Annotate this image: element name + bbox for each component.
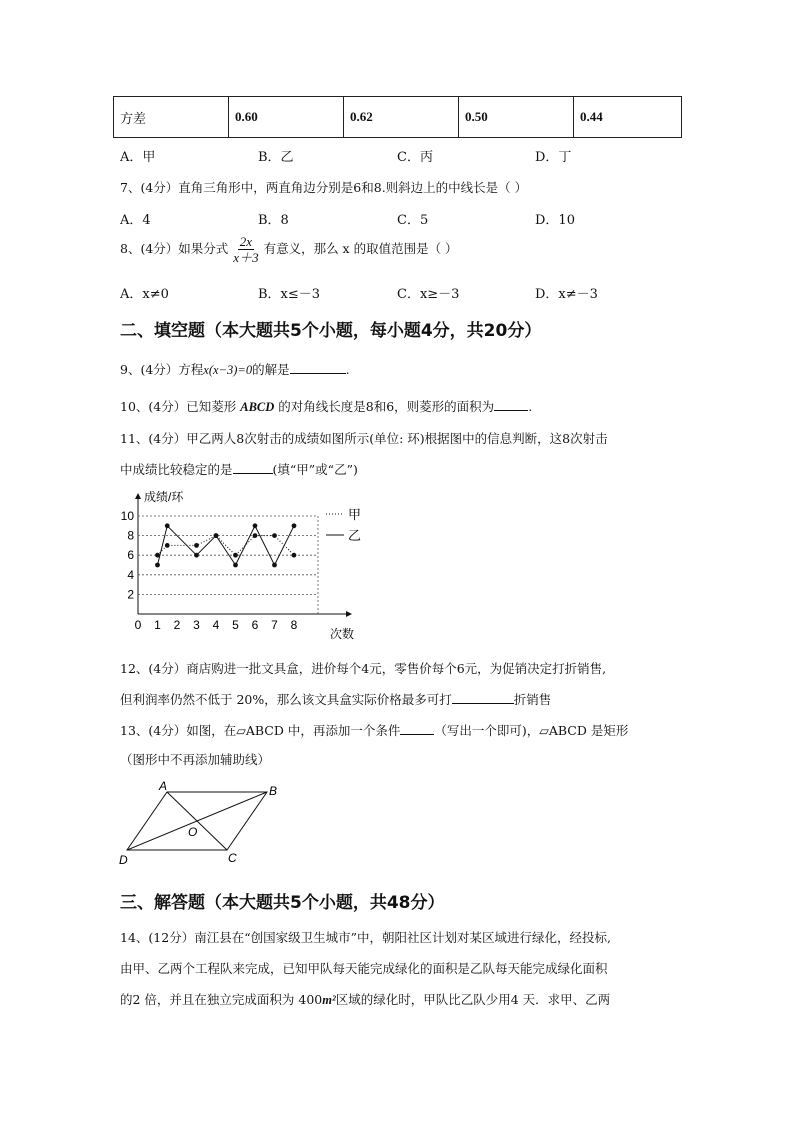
data-point	[292, 523, 297, 528]
q10-end: .	[528, 399, 533, 414]
q7-option-a: A．4	[120, 213, 151, 228]
q8-numerator: 2x	[239, 234, 253, 249]
question-13-line2: （图形中不再添加辅助线）	[120, 752, 271, 767]
question-14-line3	[120, 990, 610, 1008]
q8-option-b: B．x≤－3	[258, 287, 321, 302]
y-tick-label: 6	[127, 548, 134, 563]
question-7: 7、(4分）直角三角形中，两直角边分别是6和8.则斜边上的中线长是（ ）	[120, 180, 528, 195]
q7-option-b: B．8	[258, 213, 289, 228]
question-8	[120, 234, 458, 265]
q10-suffix: 的对角线长度是8和6，则菱形的面积为	[278, 399, 495, 414]
data-point	[194, 553, 199, 558]
vertex-label-c: C	[228, 851, 237, 865]
data-point	[272, 533, 277, 538]
legend-label-1: 甲	[348, 507, 362, 522]
y-tick-label: 2	[127, 587, 134, 602]
data-point	[214, 533, 219, 538]
data-point	[233, 563, 238, 568]
q10-prefix: 10、(4分）已知菱形	[120, 399, 237, 414]
section-2-heading: 二、填空题（本大题共5个小题，每小题4分，共20分）	[120, 321, 542, 341]
q8-denominator: x＋3	[233, 250, 259, 265]
y-tick-label: 4	[127, 567, 134, 582]
q14-line3-b: 区域的绿化时，甲队比乙队少用4 天．求甲、乙两	[335, 992, 611, 1007]
data-point	[253, 523, 258, 528]
x-tick-label: 7	[271, 618, 278, 632]
data-point	[155, 563, 160, 568]
q7-option-d: D．10	[535, 213, 575, 228]
q8-suffix: 有意义，那么 x 的取值范围是（ ）	[263, 241, 458, 256]
q12-line2-text: 但利润率仍然不低于 20%，那么该文具盒实际价格最多可打	[120, 692, 452, 707]
section-3-heading: 三、解答题（本大题共5个小题，共48分）	[120, 893, 445, 913]
q9-suffix: 的解是	[252, 362, 290, 377]
table-cell: 0.60	[229, 97, 344, 138]
y-axis-arrow	[135, 493, 141, 499]
question-11-line1: 11、(4分）甲乙两人8次射击的成绩如图所示(单位: 环)根据图中的信息判断，这8次射击	[120, 431, 608, 446]
y-tick-label: 10	[120, 509, 134, 523]
x-tick-label: 8	[290, 618, 298, 632]
q13-answer-blank[interactable]	[400, 722, 434, 735]
table-cell: 0.44	[574, 97, 682, 138]
data-point	[292, 553, 297, 558]
parallelogram-figure	[115, 778, 290, 870]
q14-line3-a: 的2 倍，并且在独立完成面积为 400	[120, 992, 323, 1007]
q9-prefix: 9、(4分）方程	[120, 362, 204, 377]
x-tick-label: 2	[173, 618, 181, 632]
shooting-score-chart	[120, 488, 380, 646]
q13-text-a: 13、(4分）如图，在▱ABCD 中，再添加一个条件	[120, 723, 401, 738]
q8-option-a: A．x≠0	[120, 287, 169, 302]
vertex-label-d: D	[119, 853, 128, 867]
data-point	[233, 553, 238, 558]
y-axis-label: 成绩/环	[144, 490, 184, 504]
diagonal-bd	[127, 792, 267, 850]
question-13-line1	[120, 721, 628, 739]
y-tick-label: 8	[127, 528, 134, 543]
x-axis-arrow	[346, 611, 352, 617]
q10-abcd: ABCD	[240, 400, 275, 414]
x-tick-label: 4	[212, 618, 220, 632]
table-cell: 0.50	[459, 97, 574, 138]
x-tick-label: 1	[154, 618, 161, 632]
data-point	[194, 543, 199, 548]
x-tick-label: 0	[134, 618, 142, 632]
q9-equation: x(x−3)=0	[203, 363, 253, 377]
q6-option-a: A．甲	[120, 150, 156, 165]
vertex-label-a: A	[159, 779, 168, 793]
question-14-line1: 14、(12分）南江县在“创国家级卫生城市”中，朝阳社区计划对某区域进行绿化，经投标,	[120, 930, 611, 945]
data-point	[165, 523, 170, 528]
question-14-line2: 由甲、乙两个工程队来完成，已知甲队每天能完成绿化的面积是乙队每天能完成绿化面积	[120, 961, 608, 976]
q14-unit: m²	[322, 993, 336, 1007]
data-point	[272, 563, 277, 568]
q12-answer-blank[interactable]	[452, 691, 514, 704]
q12-line2-end: 折销售	[513, 692, 552, 707]
q8-fraction	[231, 234, 260, 265]
q6-option-d: D．丁	[535, 150, 572, 165]
x-tick-label: 3	[193, 618, 200, 632]
question-9	[120, 360, 350, 378]
q9-end: .	[345, 362, 350, 377]
q8-option-d: D．x≠－3	[535, 287, 598, 302]
data-point	[165, 543, 170, 548]
q7-option-c: C．5	[397, 213, 429, 228]
data-point	[253, 533, 258, 538]
q8-option-c: C．x≥－3	[397, 287, 460, 302]
table-row	[114, 97, 682, 138]
q11-line2-text: 中成绩比较稳定的是	[120, 462, 233, 477]
question-12-line2	[120, 690, 551, 708]
series-line-1	[158, 536, 295, 556]
table-cell: 方差	[114, 97, 229, 138]
q10-answer-blank[interactable]	[494, 398, 528, 411]
question-12-line1: 12、(4分）商店购进一批文具盒，进价每个4元，零售价每个6元，为促销决定打折销售,	[120, 661, 607, 676]
q13-text-b: （写出一个即可)，▱ABCD 是矩形	[434, 723, 629, 738]
q11-line2-end: (填“甲”或“乙”)	[272, 462, 358, 477]
q9-answer-blank[interactable]	[290, 361, 346, 374]
question-11-line2	[120, 460, 358, 478]
table-cell: 0.62	[344, 97, 459, 138]
vertex-label-b: B	[269, 784, 278, 798]
q11-answer-blank[interactable]	[233, 461, 273, 474]
x-tick-label: 5	[232, 618, 239, 632]
question-10	[120, 397, 532, 415]
x-axis-label: 次数	[330, 627, 355, 641]
x-tick-label: 6	[251, 618, 259, 632]
q6-option-c: C．丙	[397, 150, 433, 165]
legend-label-2: 乙	[348, 528, 362, 543]
q6-option-b: B．乙	[258, 150, 294, 165]
center-label-o: O	[188, 825, 198, 839]
q8-prefix: 8、(4分）如果分式	[120, 241, 229, 256]
variance-table	[113, 96, 682, 138]
